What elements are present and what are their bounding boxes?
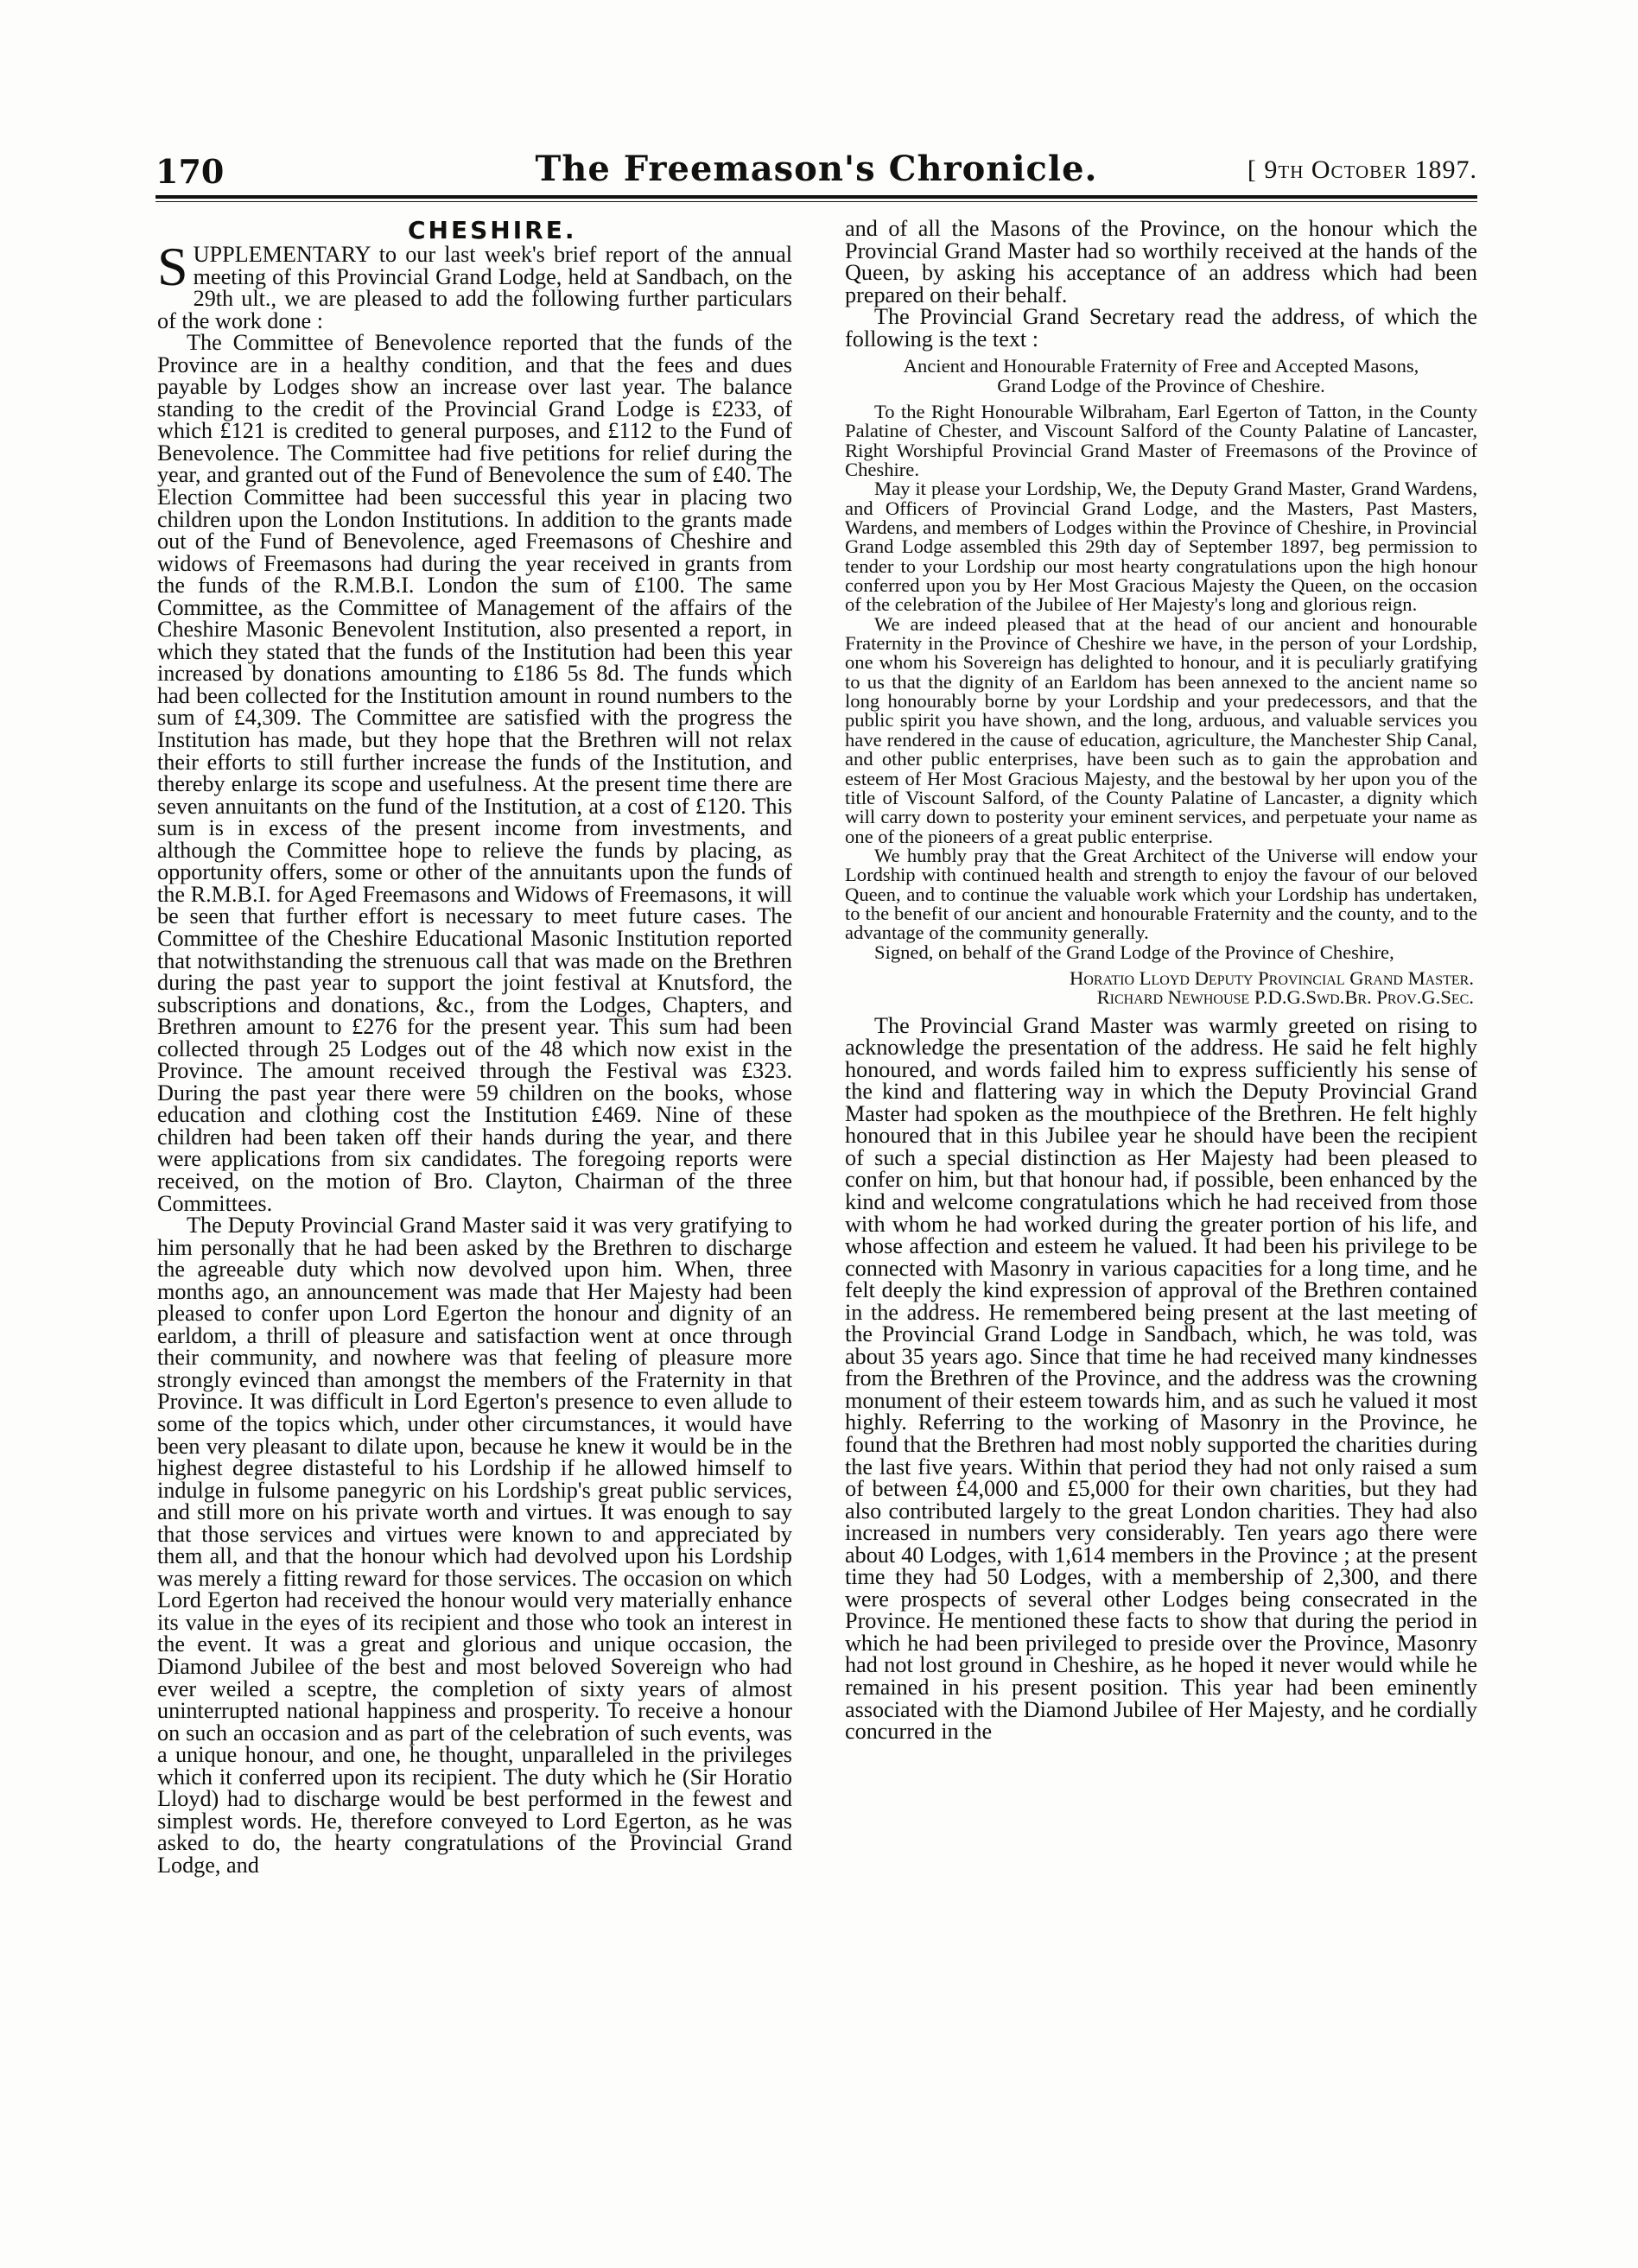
continuation-paragraph: and of all the Masons of the Province, on the honour which the Provincial Grand Master had so worthily received at the hands of the Queen, by asking his acceptance of an address which had been prepared on their behalf. [845,216,1477,307]
grand-master-reply-paragraph: The Provincial Grand Master was warmly greeted on rising to acknowledge the presentation of the address. He said he felt highly honoured, and words failed him to express sufficiently his sense of the kind and flattering way in which the Deputy Provincial Grand Master had spoken as the mouthpiece of the Brethren. He felt highly honoured that in this Jubilee year he should have been the recipient of such a special distinction as Her Majesty had been pleased to confer on him, but that honour had, if possible, been enhanced by the kind and welcome congratulations which he had received from those with whom he had worked during the greater portion of his life, and whose affection and esteem he valued. It had been his privilege to be connected with Masonry in various capacities for a long time, and he felt deeply the kind expression of approval of the Brethren contained in the address. He remembered being present at the last meeting of the Provincial Grand Lodge in Sandbach, which, he was told, was about 35 years ago. Since that time he had received many kindnesses from the Brethren of the Province, and the address was the crowning monument of their esteem towards him, and as such he valued it most highly. Referring to the working of Masonry in the Province, he found that the Brethren had most nobly supported the charities during the last five years. Within that period they had not only raised a sum of between £4,000 and £5,000 for their own charities, but they had also contributed largely to the great London charities. They had also increased in numbers very considerably. Ten years ago there were about 40 Lodges, with 1,614 members in the Province ; at the present time they had 50 Lodges, with a membership of 2,300, and there were prospects of several other Lodges being consecrated in the Province. He mentioned these facts to show that during the period in which he had been privileged to preside over the Province, Masonry had not lost ground in Cheshire, as he hoped it never would while he remained in his present position. This year had been eminently associated with the Diamond Jubilee of Her Majesty, and he cordially concurred in the [845,1012,1477,1745]
signature-secretary: Richard Newhouse P.D.G.Swd.Br. Prov.G.Sec. [1096,986,1474,1009]
address-signed-line: Signed, on behalf of the Grand Lodge of the Province of Cheshire, [874,941,1394,963]
publication-title: The Freemason's Chronicle. [535,149,1098,189]
issue-date: [ 9th October 1897. [1247,155,1477,184]
deputy-speech-paragraph: The Deputy Provincial Grand Master said it was very gratifying to him personally that he had been asked by the Brethren to discharge the agreeable duty which now devolved upon him. When, three months ago, an announcement was made that Her Majesty had been pleased to confer upon Lord Egerton the honour and dignity of an earldom, a thrill of pleasure and satisfaction went at once through their community, and nowhere was that feeling of pleasure more strongly evinced than amongst the members of the Fraternity in that Province. It was difficult in Lord Egerton's presence to even allude to some of the topics which, under other circumstances, it would have been very pleasant to dilate upon, because he knew it would be in the highest degree distasteful to his Lordship if he allowed himself to indulge in fulsome panegyric on his Lordship's great public services, and still more on his private worth and virtues. It was enough to say that those services and virtues were known to and appreciated by them all, and that the honour which had devolved upon his Lordship was merely a fitting reward for those services. The occasion on which Lord Egerton had received the honour would very materially enhance its value in the eyes of its recipient and those who took an interest in the event. It was a great and glorious and unique occasion, the Diamond Jubilee of the best and most beloved Sovereign who had ever weiled a sceptre, the completion of sixty years of almost uninterrupted national happiness and prosperity. To receive a honour on such an occasion and as part of the celebration of such events, was a unique honour, and one, he thought, unparalleled in the privileges which it conferred upon its recipient. The duty which he (Sir Horatio Lloyd) had to discharge would be best performed in the fewest and simplest words. He, therefore conveyed to Lord Egerton, as he was asked to do, the hearty congratulations of the Provincial Grand Lodge, and [157,1213,792,1878]
address-paragraph-2: We are indeed pleased that at the head of our ancient and honourable Fraternity in the Province of Cheshire we have, in the person of your Lordship, one whom his Sovereign has delighted to honour, and it is peculiarly gratifying to us that the dignity of an Earldom has been annexed to the ancient name so long honourably borne by your Lordship and your predecessors, and that the public spirit you have shown, and the long, arduous, and valuable services you have rendered in the cause of education, agriculture, the Manchester Ship Canal, and other public enterprises, have been such as to gain the approbation and esteem of Her Most Gracious Majesty, and the bestowal by her upon you of the title of Viscount Salford, of the County Palatine of Lancaster, a dignity which will carry down to posterity your eminent services, and perpetuate your name as one of the pioneers of a great public enterprise. [845,612,1477,847]
committee-reports-paragraph: The Committee of Benevolence reported that the funds of the Province are in a healthy condition, and that the fees and dues payable by Lodges show an increase over last year. The balance standing to the credit of the Provincial Grand Lodge is £233, of which £121 is credited to general purposes, and £112 to the Fund of Benevolence. The Committee had five petitions for relief during the year, and granted out of the Fund of Benevolence the sum of £40. The Election Committee had been successful this year in placing two children upon the London Institutions. In addition to the grants made out of the Fund of Benevolence, aged Freemasons of Cheshire and widows of Freemasons had during the year received in grants from the funds of the R.M.B.I. London the sum of £100. The same Committee, as the Committee of Management of the affairs of the Cheshire Masonic Benevolent Institution, also presented a report, in which they stated that the funds of the Institution had been this year increased by donations amounting to £186 5s 8d. The funds which had been collected for the Institution amount in round numbers to the sum of £4,309. The Committee are satisfied with the progress the Institution has made, but they hope that the Brethren will not relax their efforts to still further increase the funds of the Institution, and thereby enlarge its scope and usefulness. At the present time there are seven annuitants on the fund of the Institution, at a cost of £120. This sum is in excess of the present income from investments, and although the Committee hope to relieve the funds by placing, as opportunity offers, some or other of the annuitants upon the funds of the R.M.B.I. for Aged Freemasons and Widows of Freemasons, it will be seen that further effort is necessary to meet future cases. The Committee of the Cheshire Educational Masonic Institution reported that notwithstanding the strenuous call that was made on the Brethren during the past year to support the joint festival at Knutsford, the subscriptions and donations, &c., from the Lodges, Chapters, and Brethren amount to £276 for the present year. This sum had been collected through 25 Lodges out of the 48 which now exist in the Province. The amount received through the Festival was £323. During the past year there were 59 children on the books, whose education and clothing cost the Institution £469. Nine of these children had been taken off their hands during the year, and there were applications from six candidates. The foregoing reports were received, on the motion of Bro. Clayton, Chairman of the three Committees. [157,330,792,1216]
signature-deputy: Horatio Lloyd Deputy Provincial Grand Master. [1070,966,1474,989]
article-heading: CHESHIRE. [408,216,577,244]
secretary-paragraph: The Provincial Grand Secretary read the address, of which the following is the text : [845,304,1477,352]
page-number: 170 [156,152,225,191]
address-salutation: To the Right Honourable Wilbraham, Earl Egerton of Tatton, in the County Palatine of Chester, and Viscount Salford of the County Palatine of Lancaster, Right Worshipful Provincial Grand Master of Freemasons of the Province of Cheshire. [845,400,1477,480]
address-header-line-2: Grand Lodge of the Province of Cheshire. [997,374,1325,396]
right-column [845,218,1477,1743]
address-paragraph-1: May it please your Lordship, We, the Deputy Grand Master, Grand Wardens, and Officers of Provincial Grand Lodge, and the Masters, Past Masters, Wardens, and members of Lodges within the Province of Cheshire, in Provincial Grand Lodge assembled this 29th day of September 1897, beg permission to tender to your Lordship our most hearty congratulations upon the high honour conferred upon you by Her Most Gracious Majesty the Queen, on the occasion of the celebration of the Jubilee of Her Majesty's long and glorious reign. [845,478,1477,616]
address-paragraph-3: We humbly pray that the Great Architect of the Universe will endow your Lordship with continued health and strength to enjoy the favour of our beloved Queen, and to continue the valuable work which your Lordship has undertaken, to the benefit of our ancient and honourable Fraternity and the county, and to the advantage of the community generally. [845,844,1477,944]
drop-cap: S [157,236,188,297]
address-header-line-1: Ancient and Honourable Fraternity of Free and Accepted Masons, [903,355,1419,377]
left-column [157,218,792,1876]
intro-paragraph [157,236,792,333]
masthead-rule-thin [156,201,1477,202]
masthead-rule-thick [156,195,1477,199]
masthead [156,149,1477,193]
intro-text: UPPLEMENTARY to our last week's brief report of the annual meeting of this Provincial Grand Lodge, held at Sandbach, on the 29th ult., we are pleased to add the following further particulars of the work done : [157,242,792,333]
